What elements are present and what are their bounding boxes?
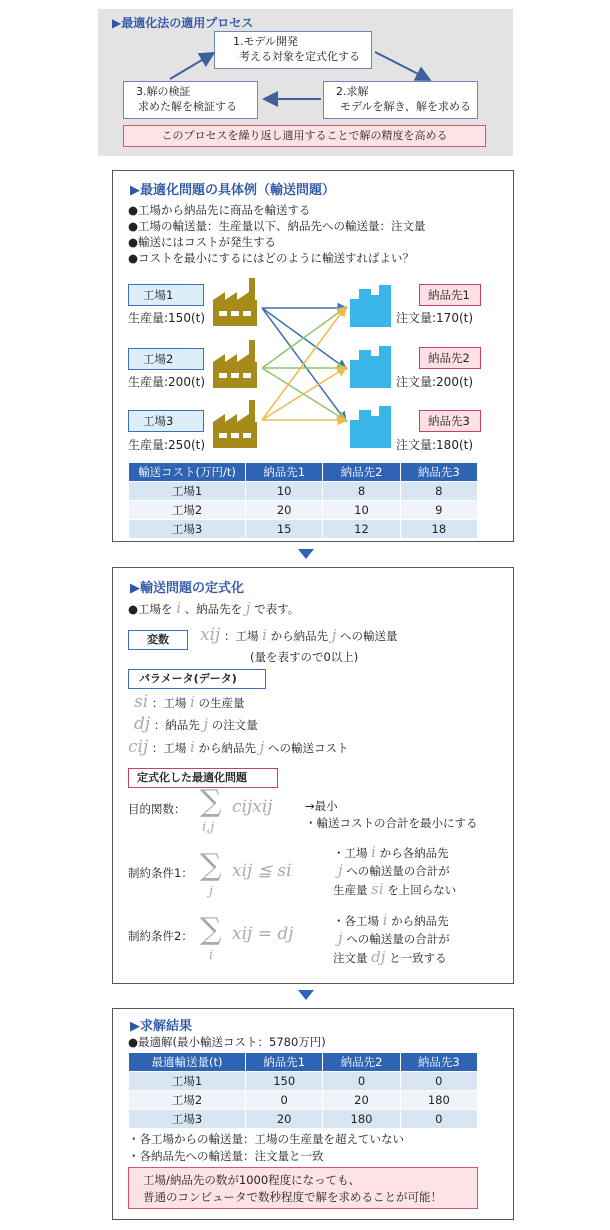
- table-cell: 180: [400, 1091, 477, 1110]
- row-label: 工場3: [129, 520, 246, 539]
- note-text: への輸送量の合計が: [346, 864, 450, 878]
- destination-3-label: 納品先3: [419, 410, 481, 432]
- solution-table-header: 納品先3: [400, 1053, 477, 1072]
- city-buildings-icon: [350, 285, 392, 327]
- c1-note-1: [333, 843, 449, 861]
- index-intro: [128, 599, 299, 617]
- cost-table-header: 輸送コスト(万円/t): [129, 463, 246, 482]
- destination-1-demand: 注文量:170(t): [396, 311, 474, 325]
- arrow-develop-to-solve: [375, 52, 428, 79]
- step1-title: 1.モデル開発: [233, 35, 298, 48]
- def-text: の生産量: [198, 696, 245, 710]
- intro-text: で表す。: [254, 602, 300, 616]
- row-label: 工場1: [129, 482, 246, 501]
- param-supply: [134, 692, 244, 712]
- solution-table: [128, 1052, 478, 1129]
- table-cell: 180: [323, 1110, 400, 1129]
- row-label: 工場2: [129, 1091, 246, 1110]
- summation-icon: ∑: [200, 784, 222, 819]
- result-title: ▶求解結果: [130, 1019, 192, 1034]
- def-text: ：工場: [151, 741, 187, 755]
- index-i: i: [189, 693, 195, 711]
- param-symbol: si: [134, 692, 149, 712]
- parameter-label: パラメータ(データ): [128, 669, 266, 689]
- index-i: i: [371, 843, 376, 861]
- flow-arrow-down-icon: [298, 549, 314, 559]
- def-text: から納品先: [198, 741, 257, 755]
- summation-icon: ∑: [200, 912, 222, 947]
- step3-title: 3.解の検証: [136, 85, 191, 98]
- intro-text: ●工場を: [128, 602, 173, 616]
- result-note-line-1: 工場/納品先の数が1000程度になっても、: [143, 1173, 361, 1187]
- table-row: [129, 1110, 478, 1129]
- destination-1-label: 納品先1: [419, 284, 481, 306]
- table-cell: 20: [323, 1091, 400, 1110]
- table-row: [129, 520, 478, 539]
- objective-label: 目的関数：: [128, 802, 186, 816]
- step3-desc: 求めた解を検証する: [138, 100, 237, 113]
- table-cell: 20: [246, 501, 323, 520]
- destination-3-demand: 注文量:180(t): [396, 438, 474, 452]
- variable-symbol: xij: [200, 625, 221, 645]
- constraint-2-expression: xij = dj: [232, 924, 294, 944]
- param-symbol: si: [371, 880, 384, 898]
- c1-sum-index: j: [209, 884, 214, 899]
- table-cell: 18: [400, 520, 477, 539]
- def-text: から納品先: [270, 629, 329, 643]
- process-title: ▶最適化法の適用プロセス: [112, 16, 254, 30]
- cost-table-header: 納品先1: [246, 463, 323, 482]
- variable-definition: [200, 625, 398, 645]
- table-cell: 0: [400, 1110, 477, 1129]
- constraint-1-label: 制約条件1：: [128, 866, 193, 880]
- row-label: 工場2: [129, 501, 246, 520]
- index-i: i: [262, 626, 267, 644]
- table-row: [129, 1091, 478, 1110]
- table-cell: 15: [246, 520, 323, 539]
- note-text: と一致する: [389, 951, 447, 965]
- process-note: このプロセスを繰り返し適用することで解の精度を高める: [123, 125, 486, 147]
- table-cell: 9: [400, 501, 477, 520]
- factory-icon: [213, 340, 259, 388]
- def-text: ：納品先: [153, 718, 200, 732]
- factory-icon: [213, 278, 259, 326]
- index-i: i: [176, 599, 182, 617]
- row-label: 工場3: [129, 1110, 246, 1129]
- example-title: ▶最適化問題の具体例（輸送問題）: [130, 183, 335, 198]
- index-j: j: [331, 626, 337, 644]
- note-text: から納品先: [391, 914, 449, 928]
- result-check-2: ・各納品先への輸送量：注文量と一致: [128, 1149, 324, 1163]
- formulation-title: ▶輸送問題の定式化: [130, 581, 244, 596]
- table-cell: 0: [400, 1072, 477, 1091]
- factory-3-supply: 生産量:250(t): [128, 438, 206, 452]
- table-cell: 10: [246, 482, 323, 501]
- variable-note: (量を表すので0以上): [250, 650, 359, 664]
- flow-arrow-down-icon: [298, 990, 314, 1000]
- param-symbol: dj: [134, 714, 151, 734]
- def-text: への輸送量: [340, 629, 398, 643]
- row-label: 工場1: [129, 1072, 246, 1091]
- city-buildings-icon: [350, 406, 392, 448]
- factory-1-supply: 生産量:150(t): [128, 311, 206, 325]
- def-text: ：工場: [223, 629, 259, 643]
- objective-note-min: →最小: [305, 799, 338, 813]
- index-j: j: [338, 929, 343, 947]
- table-cell: 12: [323, 520, 400, 539]
- variable-label: 変数: [128, 630, 188, 650]
- step2-desc: モデルを解き、解を求める: [340, 100, 472, 113]
- result-note: [128, 1167, 478, 1209]
- def-text: への輸送コスト: [267, 741, 349, 755]
- result-summary: ●最適解(最小輸送コスト：5780万円): [128, 1035, 326, 1049]
- note-text: 生産量: [333, 883, 368, 897]
- step1-desc: 考える対象を定式化する: [239, 50, 360, 63]
- def-text: ：工場: [151, 696, 187, 710]
- note-text: を上回らない: [387, 883, 457, 897]
- factory-1-label: 工場1: [128, 284, 204, 306]
- example-bullet-2: ●工場の輸送量：生産量以下、納品先への輸送量：注文量: [128, 219, 426, 233]
- c1-note-3: [333, 880, 456, 898]
- table-cell: 20: [246, 1110, 323, 1129]
- factory-2-supply: 生産量:200(t): [128, 375, 206, 389]
- param-demand: [134, 714, 258, 734]
- factory-3-label: 工場3: [128, 410, 204, 432]
- index-j: j: [203, 715, 209, 733]
- c2-note-2: [338, 929, 450, 947]
- destination-2-label: 納品先2: [419, 347, 481, 369]
- table-cell: 8: [323, 482, 400, 501]
- step2-title: 2.求解: [336, 85, 369, 98]
- def-text: の注文量: [211, 718, 258, 732]
- table-row: [129, 482, 478, 501]
- city-buildings-icon: [350, 346, 392, 388]
- result-check-1: ・各工場からの輸送量：工場の生産量を超えていない: [128, 1132, 404, 1146]
- example-bullet-1: ●工場から納品先に商品を輸送する: [128, 203, 311, 217]
- c1-note-2: [338, 861, 450, 879]
- table-cell: 8: [400, 482, 477, 501]
- cost-table-header: 納品先2: [323, 463, 400, 482]
- index-j: j: [245, 599, 251, 617]
- cost-table: [128, 462, 478, 539]
- table-row: [129, 501, 478, 520]
- note-text: ・工場: [333, 846, 368, 860]
- objective-sum-index: i,j: [202, 820, 215, 835]
- table-cell: 150: [246, 1072, 323, 1091]
- table-cell: 0: [246, 1091, 323, 1110]
- result-note-line-2: 普通のコンピュータで数秒程度で解を求めることが可能！: [143, 1190, 442, 1204]
- table-row: [129, 1072, 478, 1091]
- param-cost: [128, 737, 348, 757]
- cost-table-header: 納品先3: [400, 463, 477, 482]
- factory-icon: [213, 400, 259, 448]
- example-bullet-3: ●輸送にはコストが発生する: [128, 235, 277, 249]
- problem-label: 定式化した最適化問題: [128, 768, 278, 788]
- c2-sum-index: i: [209, 948, 214, 963]
- index-i: i: [382, 911, 388, 929]
- note-text: ・各工場: [333, 914, 379, 928]
- solution-table-header: 最適輸送量(t): [129, 1053, 246, 1072]
- index-j: j: [259, 738, 265, 756]
- constraint-1-expression: xij ≦ si: [232, 861, 292, 881]
- note-text: への輸送量の合計が: [346, 932, 450, 946]
- factory-2-label: 工場2: [128, 348, 204, 370]
- solution-table-header: 納品先1: [246, 1053, 323, 1072]
- arrow-verify-to-develop: [170, 54, 212, 79]
- table-cell: 0: [323, 1072, 400, 1091]
- note-text: 注文量: [333, 951, 368, 965]
- param-symbol: dj: [371, 948, 386, 966]
- objective-note: ・輸送コストの合計を最小にする: [305, 816, 478, 830]
- objective-expression: cijxij: [232, 797, 273, 817]
- c2-note-1: [333, 911, 449, 929]
- note-text: から各納品先: [379, 846, 449, 860]
- example-bullet-4: ●コストを最小にするにはどのように輸送すればよい？: [128, 251, 415, 265]
- c2-note-3: [333, 948, 447, 966]
- intro-text: 、納品先を: [184, 602, 243, 616]
- destination-2-demand: 注文量:200(t): [396, 375, 474, 389]
- index-i: i: [190, 738, 195, 756]
- index-j: j: [338, 861, 343, 879]
- summation-icon: ∑: [200, 848, 222, 883]
- constraint-2-label: 制約条件2：: [128, 929, 193, 943]
- param-symbol: cij: [128, 737, 149, 757]
- solution-table-header: 納品先2: [323, 1053, 400, 1072]
- table-cell: 10: [323, 501, 400, 520]
